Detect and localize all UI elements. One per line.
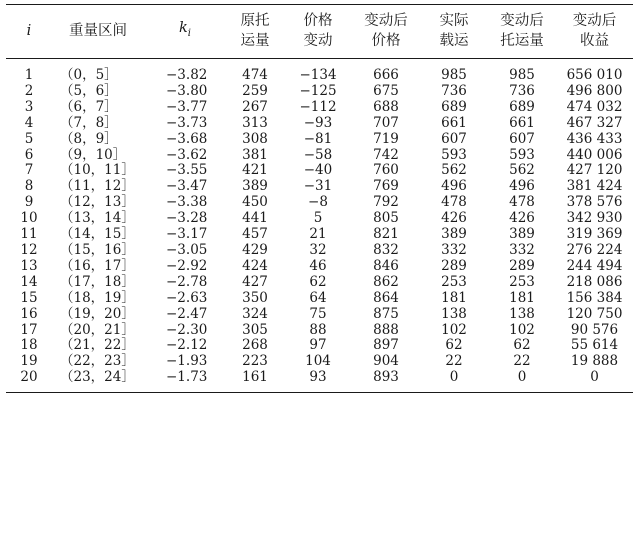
cell-i: 9 <box>24 194 34 211</box>
cell-actual-load: 562 <box>441 162 467 179</box>
cell-new-revenue: 474 032 <box>566 98 623 115</box>
cell-i: 2 <box>24 82 34 99</box>
cell-price-change: −58 <box>303 146 333 163</box>
cell-new-price: 864 <box>373 289 399 306</box>
cell-price-change: 75 <box>309 305 327 322</box>
header-new-revenue: 变动后 收益 <box>572 13 617 49</box>
cell-actual-load: 985 <box>441 67 467 83</box>
cell-original-volume: 429 <box>242 241 268 258</box>
cell-k: −3.28 <box>166 210 208 227</box>
cell-new-price: 846 <box>373 257 399 274</box>
cell-actual-load: 332 <box>441 241 467 258</box>
cell-weight-interval: （10，11］ <box>60 162 135 179</box>
cell-actual-load: 22 <box>445 353 463 370</box>
cell-i: 14 <box>20 273 38 290</box>
cell-price-change: 104 <box>305 353 331 370</box>
cell-original-volume: 161 <box>242 369 268 386</box>
cell-actual-load: 62 <box>445 337 463 354</box>
cell-price-change: −112 <box>299 98 337 115</box>
cell-actual-load: 289 <box>441 257 467 274</box>
cell-k: −2.78 <box>166 273 208 290</box>
table-row <box>6 179 633 195</box>
cell-i: 20 <box>20 369 38 386</box>
cell-price-change: −8 <box>308 194 328 211</box>
cell-actual-load: 607 <box>441 130 467 147</box>
cell-weight-interval: （18，19］ <box>60 289 135 306</box>
cell-new-revenue: 319 369 <box>566 226 623 243</box>
cell-i: 12 <box>20 241 38 258</box>
cell-weight-interval: （8，9］ <box>60 130 118 147</box>
cell-actual-load: 736 <box>441 82 467 99</box>
cell-i: 11 <box>20 226 38 243</box>
cell-i: 16 <box>20 305 38 322</box>
table-row <box>6 195 633 211</box>
cell-original-volume: 268 <box>242 337 268 354</box>
cell-k: −3.68 <box>166 130 208 147</box>
header-original-volume: 原托 运量 <box>240 13 270 49</box>
cell-price-change: 32 <box>309 241 327 258</box>
header-actual-load: 实际 载运 <box>439 13 469 49</box>
cell-price-change: −31 <box>303 178 333 195</box>
cell-new-price: 675 <box>373 82 399 99</box>
cell-new-price: 719 <box>373 130 399 147</box>
cell-weight-interval: （15，16］ <box>60 241 135 258</box>
cell-new-revenue: 436 433 <box>566 130 623 147</box>
cell-original-volume: 313 <box>242 114 268 131</box>
cell-new-revenue: 342 930 <box>566 210 623 227</box>
cell-i: 4 <box>24 114 34 131</box>
cell-new-revenue: 120 750 <box>566 305 623 322</box>
cell-price-change: 21 <box>309 226 327 243</box>
cell-i: 18 <box>20 337 38 354</box>
cell-new-volume: 689 <box>509 98 535 115</box>
cell-weight-interval: （21，22］ <box>60 337 135 354</box>
cell-new-volume: 102 <box>509 321 535 338</box>
cell-new-volume: 181 <box>509 289 535 306</box>
cell-weight-interval: （20，21］ <box>60 321 135 338</box>
cell-new-price: 888 <box>373 321 399 338</box>
cell-new-volume: 736 <box>509 82 535 99</box>
header-new-volume: 变动后 托运量 <box>500 13 544 49</box>
cell-i: 8 <box>24 178 34 195</box>
table-row <box>6 354 633 370</box>
table-row <box>6 148 633 164</box>
cell-price-change: 64 <box>309 289 327 306</box>
cell-new-price: 875 <box>373 305 399 322</box>
cell-original-volume: 305 <box>242 321 268 338</box>
cell-k: −3.17 <box>166 226 208 243</box>
table-row <box>6 323 633 339</box>
cell-original-volume: 389 <box>242 178 268 195</box>
cell-weight-interval: （22，23］ <box>60 353 135 370</box>
table-row <box>6 370 633 392</box>
cell-price-change: −125 <box>299 82 337 99</box>
cell-actual-load: 689 <box>441 98 467 115</box>
cell-new-volume: 389 <box>509 226 535 243</box>
cell-new-price: 769 <box>373 178 399 195</box>
cell-new-volume: 985 <box>509 67 535 83</box>
cell-new-revenue: 90 576 <box>570 321 619 338</box>
cell-actual-load: 478 <box>441 194 467 211</box>
cell-new-volume: 332 <box>509 241 535 258</box>
cell-price-change: 46 <box>309 257 327 274</box>
cell-original-volume: 424 <box>242 257 268 274</box>
cell-new-price: 688 <box>373 98 399 115</box>
cell-original-volume: 450 <box>242 194 268 211</box>
cell-original-volume: 308 <box>242 130 268 147</box>
cell-new-price: 707 <box>373 114 399 131</box>
cell-k: −2.30 <box>166 321 208 338</box>
table-row <box>6 259 633 275</box>
cell-new-volume: 253 <box>509 273 535 290</box>
cell-weight-interval: （0，5］ <box>60 67 118 83</box>
table-row <box>6 275 633 291</box>
cell-price-change: −93 <box>303 114 333 131</box>
cell-k: −2.12 <box>166 337 208 354</box>
cell-new-revenue: 378 576 <box>566 194 623 211</box>
cell-new-volume: 138 <box>509 305 535 322</box>
cell-weight-interval: （16，17］ <box>60 257 135 274</box>
cell-new-revenue: 427 120 <box>566 162 623 179</box>
cell-original-volume: 267 <box>242 98 268 115</box>
table-row <box>6 211 633 227</box>
cell-new-revenue: 381 424 <box>566 178 623 195</box>
cell-price-change: 97 <box>309 337 327 354</box>
cell-price-change: 5 <box>313 210 323 227</box>
cell-weight-interval: （11，12］ <box>60 178 135 195</box>
cell-new-price: 760 <box>373 162 399 179</box>
header-k: $k_i$ <box>179 20 191 39</box>
table-row <box>6 163 633 179</box>
cell-new-volume: 562 <box>509 162 535 179</box>
cell-original-volume: 441 <box>242 210 268 227</box>
cell-actual-load: 389 <box>441 226 467 243</box>
data-table <box>6 4 633 393</box>
cell-new-price: 666 <box>373 67 399 83</box>
cell-actual-load: 181 <box>441 289 467 306</box>
cell-actual-load: 496 <box>441 178 467 195</box>
cell-new-price: 832 <box>373 241 399 258</box>
cell-new-volume: 496 <box>509 178 535 195</box>
cell-actual-load: 426 <box>441 210 467 227</box>
cell-k: −2.63 <box>166 289 208 306</box>
cell-weight-interval: （17，18］ <box>60 273 135 290</box>
table-container <box>6 4 633 393</box>
cell-k: −3.82 <box>166 67 208 83</box>
cell-new-revenue: 467 327 <box>566 114 623 131</box>
cell-i: 5 <box>24 130 34 147</box>
cell-i: 10 <box>20 210 38 227</box>
table-body <box>6 59 633 393</box>
cell-price-change: −81 <box>303 130 333 147</box>
cell-original-volume: 421 <box>242 162 268 179</box>
table-row <box>6 243 633 259</box>
cell-original-volume: 427 <box>242 273 268 290</box>
cell-new-revenue: 496 800 <box>566 82 623 99</box>
cell-original-volume: 223 <box>242 353 268 370</box>
cell-original-volume: 350 <box>242 289 268 306</box>
header-price-change: 价格 变动 <box>303 13 333 49</box>
cell-new-volume: 62 <box>513 337 531 354</box>
cell-new-price: 821 <box>373 226 399 243</box>
cell-k: −3.62 <box>166 146 208 163</box>
cell-price-change: −134 <box>299 67 337 83</box>
cell-weight-interval: （12，13］ <box>60 194 135 211</box>
cell-weight-interval: （9，10］ <box>60 146 127 163</box>
header-row <box>6 5 633 59</box>
table-row <box>6 132 633 148</box>
cell-price-change: 93 <box>309 369 327 386</box>
cell-k: −1.93 <box>166 353 208 370</box>
cell-i: 15 <box>20 289 38 306</box>
cell-new-price: 862 <box>373 273 399 290</box>
cell-k: −3.80 <box>166 82 208 99</box>
cell-actual-load: 593 <box>441 146 467 163</box>
header-new-price: 变动后 价格 <box>364 13 408 49</box>
cell-weight-interval: （23，24］ <box>60 369 135 386</box>
cell-i: 7 <box>24 162 34 179</box>
cell-new-revenue: 656 010 <box>566 67 623 83</box>
cell-new-price: 742 <box>373 146 399 163</box>
cell-k: −2.92 <box>166 257 208 274</box>
cell-k: −3.73 <box>166 114 208 131</box>
cell-actual-load: 661 <box>441 114 467 131</box>
table-row <box>6 338 633 354</box>
table-row <box>6 84 633 100</box>
cell-k: −3.55 <box>166 162 208 179</box>
cell-k: −3.05 <box>166 241 208 258</box>
cell-new-price: 805 <box>373 210 399 227</box>
table-row <box>6 100 633 116</box>
cell-original-volume: 259 <box>242 82 268 99</box>
table-row <box>6 307 633 323</box>
cell-new-volume: 593 <box>509 146 535 163</box>
cell-weight-interval: （6，7］ <box>60 98 118 115</box>
cell-actual-load: 102 <box>441 321 467 338</box>
table-row <box>6 59 633 84</box>
cell-new-revenue: 440 006 <box>566 146 623 163</box>
cell-actual-load: 0 <box>449 369 459 386</box>
cell-new-price: 904 <box>373 353 399 370</box>
cell-i: 1 <box>24 67 34 83</box>
cell-k: −2.47 <box>166 305 208 322</box>
cell-new-revenue: 276 224 <box>566 241 623 258</box>
cell-new-price: 792 <box>373 194 399 211</box>
table-row <box>6 116 633 132</box>
cell-new-revenue: 244 494 <box>566 257 623 274</box>
cell-new-revenue: 19 888 <box>570 353 619 370</box>
cell-weight-interval: （14，15］ <box>60 226 135 243</box>
cell-price-change: 62 <box>309 273 327 290</box>
cell-i: 3 <box>24 98 34 115</box>
cell-new-volume: 289 <box>509 257 535 274</box>
cell-new-revenue: 55 614 <box>570 337 619 354</box>
cell-k: −1.73 <box>166 369 208 386</box>
cell-new-volume: 22 <box>513 353 531 370</box>
cell-price-change: −40 <box>303 162 333 179</box>
cell-actual-load: 138 <box>441 305 467 322</box>
cell-actual-load: 253 <box>441 273 467 290</box>
cell-new-volume: 0 <box>517 369 527 386</box>
cell-weight-interval: （19，20］ <box>60 305 135 322</box>
cell-new-volume: 478 <box>509 194 535 211</box>
cell-k: −3.47 <box>166 178 208 195</box>
cell-new-revenue: 156 384 <box>566 289 623 306</box>
cell-original-volume: 324 <box>242 305 268 322</box>
header-i: i <box>26 23 32 39</box>
cell-i: 17 <box>20 321 38 338</box>
cell-weight-interval: （13，14］ <box>60 210 135 227</box>
cell-original-volume: 457 <box>242 226 268 243</box>
cell-weight-interval: （5，6］ <box>60 82 118 99</box>
cell-weight-interval: （7，8］ <box>60 114 118 131</box>
cell-new-volume: 426 <box>509 210 535 227</box>
cell-original-volume: 381 <box>242 146 268 163</box>
cell-i: 13 <box>20 257 38 274</box>
table-row <box>6 291 633 307</box>
cell-new-volume: 661 <box>509 114 535 131</box>
cell-price-change: 88 <box>309 321 327 338</box>
cell-new-revenue: 0 <box>590 369 599 386</box>
cell-new-revenue: 218 086 <box>566 273 623 290</box>
cell-i: 6 <box>24 146 34 163</box>
cell-original-volume: 474 <box>242 67 268 83</box>
cell-new-volume: 607 <box>509 130 535 147</box>
cell-new-price: 893 <box>373 369 399 386</box>
header-weight-interval: 重量区间 <box>69 23 127 39</box>
cell-new-price: 897 <box>373 337 399 354</box>
table-row <box>6 227 633 243</box>
cell-i: 19 <box>20 353 38 370</box>
cell-k: −3.77 <box>166 98 208 115</box>
cell-k: −3.38 <box>166 194 208 211</box>
